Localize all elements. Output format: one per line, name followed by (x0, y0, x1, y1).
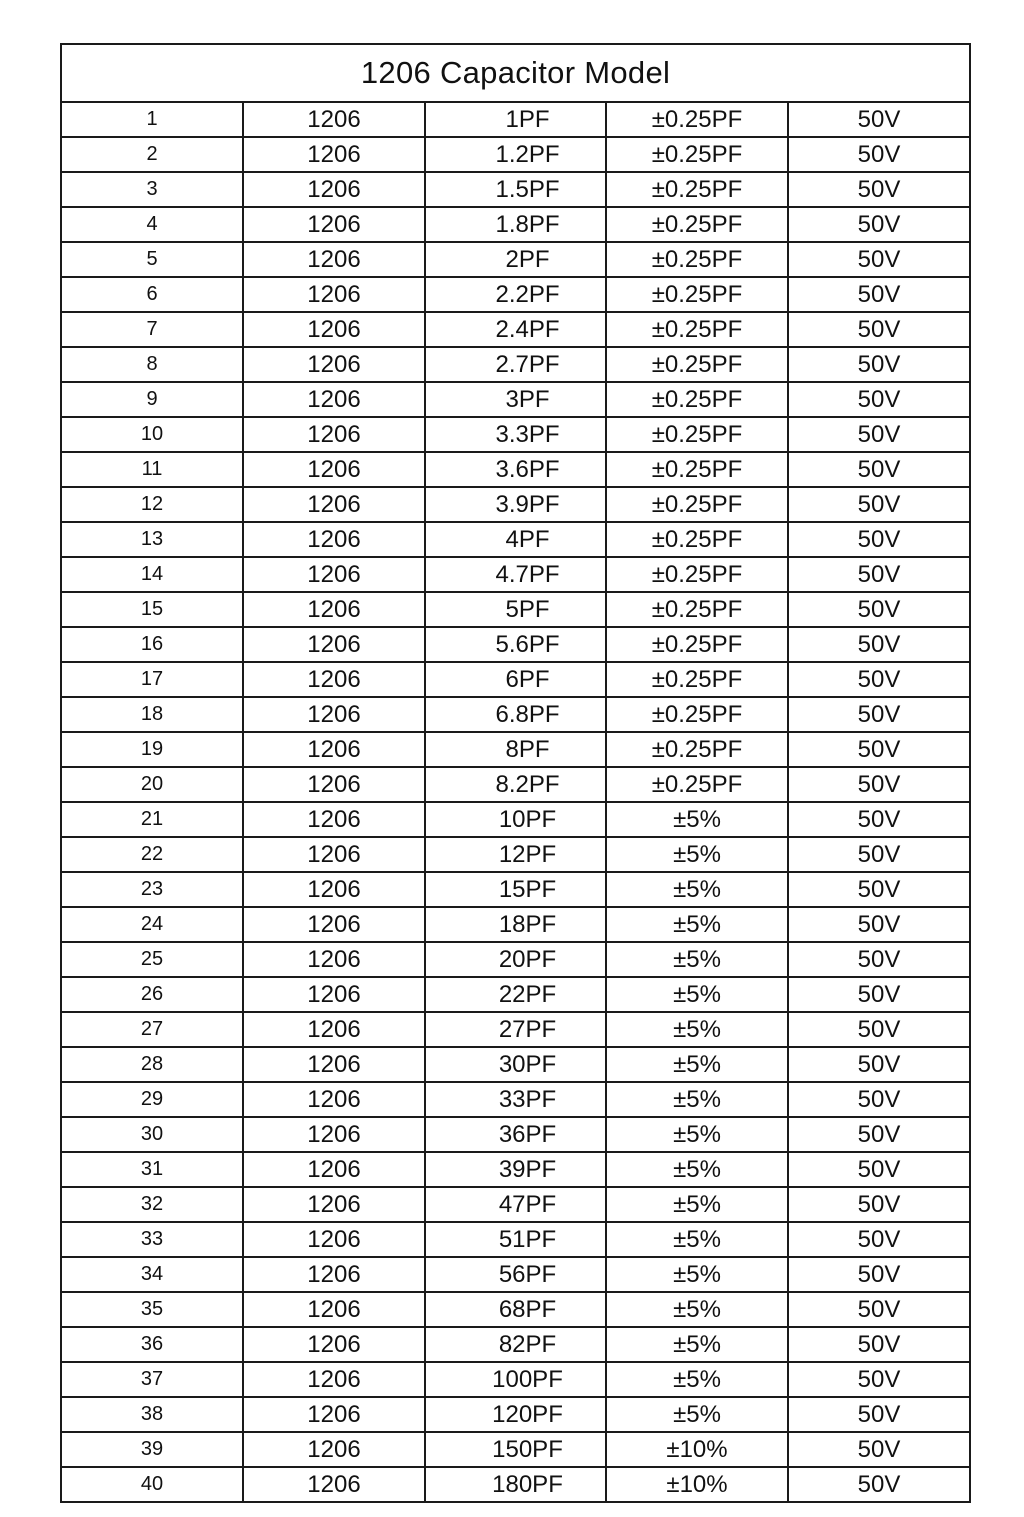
capacitance-value: 180PF (425, 1467, 606, 1502)
voltage-rating: 50V (788, 1117, 970, 1152)
row-number: 4 (61, 207, 243, 242)
capacitance-value: 68PF (425, 1292, 606, 1327)
package-size: 1206 (243, 1012, 425, 1047)
tolerance-value: ±0.25PF (606, 312, 788, 347)
package-size: 1206 (243, 137, 425, 172)
capacitance-value: 1.2PF (425, 137, 606, 172)
package-size: 1206 (243, 242, 425, 277)
tolerance-value: ±10% (606, 1432, 788, 1467)
table-row (61, 277, 970, 312)
tolerance-value: ±0.25PF (606, 732, 788, 767)
capacitance-value: 15PF (425, 872, 606, 907)
voltage-rating: 50V (788, 592, 970, 627)
capacitance-value: 3.6PF (425, 452, 606, 487)
voltage-rating: 50V (788, 102, 970, 137)
package-size: 1206 (243, 172, 425, 207)
table-row (61, 1327, 970, 1362)
package-size: 1206 (243, 382, 425, 417)
table-body (61, 44, 970, 1502)
table-row (61, 137, 970, 172)
package-size: 1206 (243, 557, 425, 592)
voltage-rating: 50V (788, 767, 970, 802)
package-size: 1206 (243, 347, 425, 382)
voltage-rating: 50V (788, 417, 970, 452)
package-size: 1206 (243, 1327, 425, 1362)
capacitance-value: 2.4PF (425, 312, 606, 347)
capacitance-value: 12PF (425, 837, 606, 872)
table-row (61, 907, 970, 942)
voltage-rating: 50V (788, 1152, 970, 1187)
package-size: 1206 (243, 1187, 425, 1222)
table-row (61, 1082, 970, 1117)
table-row (61, 242, 970, 277)
table-row (61, 802, 970, 837)
capacitance-value: 10PF (425, 802, 606, 837)
table-row (61, 557, 970, 592)
package-size: 1206 (243, 697, 425, 732)
tolerance-value: ±5% (606, 837, 788, 872)
row-number: 36 (61, 1327, 243, 1362)
package-size: 1206 (243, 627, 425, 662)
voltage-rating: 50V (788, 522, 970, 557)
package-size: 1206 (243, 1257, 425, 1292)
row-number: 7 (61, 312, 243, 347)
capacitor-sheet (60, 43, 969, 1503)
capacitance-value: 51PF (425, 1222, 606, 1257)
table-row (61, 592, 970, 627)
table-row (61, 1222, 970, 1257)
tolerance-value: ±5% (606, 1047, 788, 1082)
tolerance-value: ±0.25PF (606, 347, 788, 382)
row-number: 1 (61, 102, 243, 137)
capacitance-value: 47PF (425, 1187, 606, 1222)
tolerance-value: ±0.25PF (606, 557, 788, 592)
capacitance-value: 82PF (425, 1327, 606, 1362)
tolerance-value: ±0.25PF (606, 662, 788, 697)
row-number: 38 (61, 1397, 243, 1432)
voltage-rating: 50V (788, 1012, 970, 1047)
table-row (61, 207, 970, 242)
capacitance-value: 2PF (425, 242, 606, 277)
package-size: 1206 (243, 592, 425, 627)
table-row (61, 942, 970, 977)
capacitance-value: 1.5PF (425, 172, 606, 207)
voltage-rating: 50V (788, 207, 970, 242)
package-size: 1206 (243, 417, 425, 452)
voltage-rating: 50V (788, 802, 970, 837)
tolerance-value: ±5% (606, 802, 788, 837)
table-row (61, 522, 970, 557)
tolerance-value: ±5% (606, 942, 788, 977)
table-row (61, 487, 970, 522)
row-number: 25 (61, 942, 243, 977)
package-size: 1206 (243, 837, 425, 872)
voltage-rating: 50V (788, 1082, 970, 1117)
package-size: 1206 (243, 1432, 425, 1467)
row-number: 16 (61, 627, 243, 662)
row-number: 26 (61, 977, 243, 1012)
package-size: 1206 (243, 452, 425, 487)
voltage-rating: 50V (788, 487, 970, 522)
voltage-rating: 50V (788, 1362, 970, 1397)
voltage-rating: 50V (788, 1187, 970, 1222)
tolerance-value: ±0.25PF (606, 137, 788, 172)
package-size: 1206 (243, 872, 425, 907)
voltage-rating: 50V (788, 1292, 970, 1327)
row-number: 2 (61, 137, 243, 172)
voltage-rating: 50V (788, 1047, 970, 1082)
voltage-rating: 50V (788, 837, 970, 872)
row-number: 14 (61, 557, 243, 592)
package-size: 1206 (243, 1292, 425, 1327)
table-row (61, 1432, 970, 1467)
capacitance-value: 2.2PF (425, 277, 606, 312)
tolerance-value: ±0.25PF (606, 452, 788, 487)
row-number: 30 (61, 1117, 243, 1152)
tolerance-value: ±5% (606, 1082, 788, 1117)
tolerance-value: ±0.25PF (606, 207, 788, 242)
tolerance-value: ±5% (606, 1327, 788, 1362)
row-number: 39 (61, 1432, 243, 1467)
tolerance-value: ±0.25PF (606, 767, 788, 802)
tolerance-value: ±0.25PF (606, 417, 788, 452)
table-row (61, 732, 970, 767)
row-number: 8 (61, 347, 243, 382)
package-size: 1206 (243, 1467, 425, 1502)
table-row (61, 1292, 970, 1327)
voltage-rating: 50V (788, 1467, 970, 1502)
package-size: 1206 (243, 1082, 425, 1117)
voltage-rating: 50V (788, 452, 970, 487)
tolerance-value: ±5% (606, 1397, 788, 1432)
voltage-rating: 50V (788, 732, 970, 767)
capacitance-value: 100PF (425, 1362, 606, 1397)
capacitance-value: 3.3PF (425, 417, 606, 452)
row-number: 19 (61, 732, 243, 767)
tolerance-value: ±5% (606, 907, 788, 942)
row-number: 6 (61, 277, 243, 312)
row-number: 9 (61, 382, 243, 417)
capacitance-value: 5PF (425, 592, 606, 627)
table-row (61, 662, 970, 697)
table-row (61, 102, 970, 137)
tolerance-value: ±0.25PF (606, 592, 788, 627)
table-title: 1206 Capacitor Model (61, 44, 970, 102)
row-number: 22 (61, 837, 243, 872)
capacitance-value: 4PF (425, 522, 606, 557)
capacitance-value: 22PF (425, 977, 606, 1012)
row-number: 3 (61, 172, 243, 207)
package-size: 1206 (243, 487, 425, 522)
capacitance-value: 20PF (425, 942, 606, 977)
voltage-rating: 50V (788, 1222, 970, 1257)
voltage-rating: 50V (788, 697, 970, 732)
tolerance-value: ±5% (606, 1257, 788, 1292)
table-row (61, 347, 970, 382)
capacitance-value: 4.7PF (425, 557, 606, 592)
tolerance-value: ±0.25PF (606, 242, 788, 277)
row-number: 20 (61, 767, 243, 802)
row-number: 15 (61, 592, 243, 627)
table-row (61, 382, 970, 417)
capacitance-value: 6PF (425, 662, 606, 697)
capacitance-value: 8PF (425, 732, 606, 767)
capacitance-value: 8.2PF (425, 767, 606, 802)
row-number: 31 (61, 1152, 243, 1187)
package-size: 1206 (243, 977, 425, 1012)
row-number: 17 (61, 662, 243, 697)
voltage-rating: 50V (788, 907, 970, 942)
row-number: 11 (61, 452, 243, 487)
row-number: 12 (61, 487, 243, 522)
capacitance-value: 3.9PF (425, 487, 606, 522)
row-number: 13 (61, 522, 243, 557)
package-size: 1206 (243, 1222, 425, 1257)
voltage-rating: 50V (788, 662, 970, 697)
row-number: 10 (61, 417, 243, 452)
capacitance-value: 150PF (425, 1432, 606, 1467)
row-number: 18 (61, 697, 243, 732)
voltage-rating: 50V (788, 172, 970, 207)
row-number: 37 (61, 1362, 243, 1397)
table-row (61, 1012, 970, 1047)
table-row (61, 172, 970, 207)
voltage-rating: 50V (788, 1397, 970, 1432)
row-number: 33 (61, 1222, 243, 1257)
package-size: 1206 (243, 1117, 425, 1152)
table-row (61, 697, 970, 732)
tolerance-value: ±0.25PF (606, 102, 788, 137)
table-row (61, 1397, 970, 1432)
tolerance-value: ±5% (606, 1012, 788, 1047)
tolerance-value: ±5% (606, 1187, 788, 1222)
package-size: 1206 (243, 1397, 425, 1432)
capacitance-value: 56PF (425, 1257, 606, 1292)
capacitance-value: 120PF (425, 1397, 606, 1432)
package-size: 1206 (243, 662, 425, 697)
row-number: 29 (61, 1082, 243, 1117)
capacitance-value: 36PF (425, 1117, 606, 1152)
table-row (61, 1117, 970, 1152)
package-size: 1206 (243, 942, 425, 977)
row-number: 21 (61, 802, 243, 837)
voltage-rating: 50V (788, 627, 970, 662)
row-number: 35 (61, 1292, 243, 1327)
tolerance-value: ±0.25PF (606, 382, 788, 417)
table-row (61, 1362, 970, 1397)
tolerance-value: ±5% (606, 1117, 788, 1152)
capacitance-value: 18PF (425, 907, 606, 942)
voltage-rating: 50V (788, 137, 970, 172)
table-row (61, 1152, 970, 1187)
capacitance-value: 1.8PF (425, 207, 606, 242)
table-row (61, 312, 970, 347)
package-size: 1206 (243, 277, 425, 312)
capacitance-value: 5.6PF (425, 627, 606, 662)
row-number: 28 (61, 1047, 243, 1082)
package-size: 1206 (243, 1152, 425, 1187)
row-number: 5 (61, 242, 243, 277)
voltage-rating: 50V (788, 1257, 970, 1292)
row-number: 32 (61, 1187, 243, 1222)
package-size: 1206 (243, 907, 425, 942)
tolerance-value: ±10% (606, 1467, 788, 1502)
package-size: 1206 (243, 312, 425, 347)
table-row (61, 1257, 970, 1292)
voltage-rating: 50V (788, 1327, 970, 1362)
voltage-rating: 50V (788, 347, 970, 382)
title-row (61, 44, 970, 102)
voltage-rating: 50V (788, 942, 970, 977)
voltage-rating: 50V (788, 977, 970, 1012)
package-size: 1206 (243, 207, 425, 242)
voltage-rating: 50V (788, 1432, 970, 1467)
table-row (61, 977, 970, 1012)
table-row (61, 872, 970, 907)
voltage-rating: 50V (788, 557, 970, 592)
capacitance-value: 2.7PF (425, 347, 606, 382)
capacitor-table (60, 43, 971, 1503)
package-size: 1206 (243, 767, 425, 802)
tolerance-value: ±0.25PF (606, 697, 788, 732)
tolerance-value: ±0.25PF (606, 277, 788, 312)
capacitance-value: 30PF (425, 1047, 606, 1082)
voltage-rating: 50V (788, 872, 970, 907)
table-row (61, 1187, 970, 1222)
row-number: 24 (61, 907, 243, 942)
row-number: 27 (61, 1012, 243, 1047)
voltage-rating: 50V (788, 242, 970, 277)
voltage-rating: 50V (788, 277, 970, 312)
tolerance-value: ±5% (606, 977, 788, 1012)
tolerance-value: ±5% (606, 1292, 788, 1327)
table-row (61, 1467, 970, 1502)
capacitance-value: 1PF (425, 102, 606, 137)
capacitance-value: 27PF (425, 1012, 606, 1047)
capacitance-value: 39PF (425, 1152, 606, 1187)
capacitance-value: 33PF (425, 1082, 606, 1117)
tolerance-value: ±0.25PF (606, 172, 788, 207)
package-size: 1206 (243, 1047, 425, 1082)
table-row (61, 417, 970, 452)
package-size: 1206 (243, 732, 425, 767)
tolerance-value: ±0.25PF (606, 487, 788, 522)
tolerance-value: ±5% (606, 1362, 788, 1397)
table-row (61, 1047, 970, 1082)
table-row (61, 767, 970, 802)
voltage-rating: 50V (788, 312, 970, 347)
voltage-rating: 50V (788, 382, 970, 417)
tolerance-value: ±0.25PF (606, 627, 788, 662)
capacitance-value: 3PF (425, 382, 606, 417)
table-row (61, 627, 970, 662)
package-size: 1206 (243, 802, 425, 837)
package-size: 1206 (243, 102, 425, 137)
package-size: 1206 (243, 522, 425, 557)
table-row (61, 452, 970, 487)
tolerance-value: ±5% (606, 1152, 788, 1187)
row-number: 23 (61, 872, 243, 907)
tolerance-value: ±5% (606, 872, 788, 907)
tolerance-value: ±0.25PF (606, 522, 788, 557)
row-number: 40 (61, 1467, 243, 1502)
capacitance-value: 6.8PF (425, 697, 606, 732)
tolerance-value: ±5% (606, 1222, 788, 1257)
table-row (61, 837, 970, 872)
package-size: 1206 (243, 1362, 425, 1397)
row-number: 34 (61, 1257, 243, 1292)
